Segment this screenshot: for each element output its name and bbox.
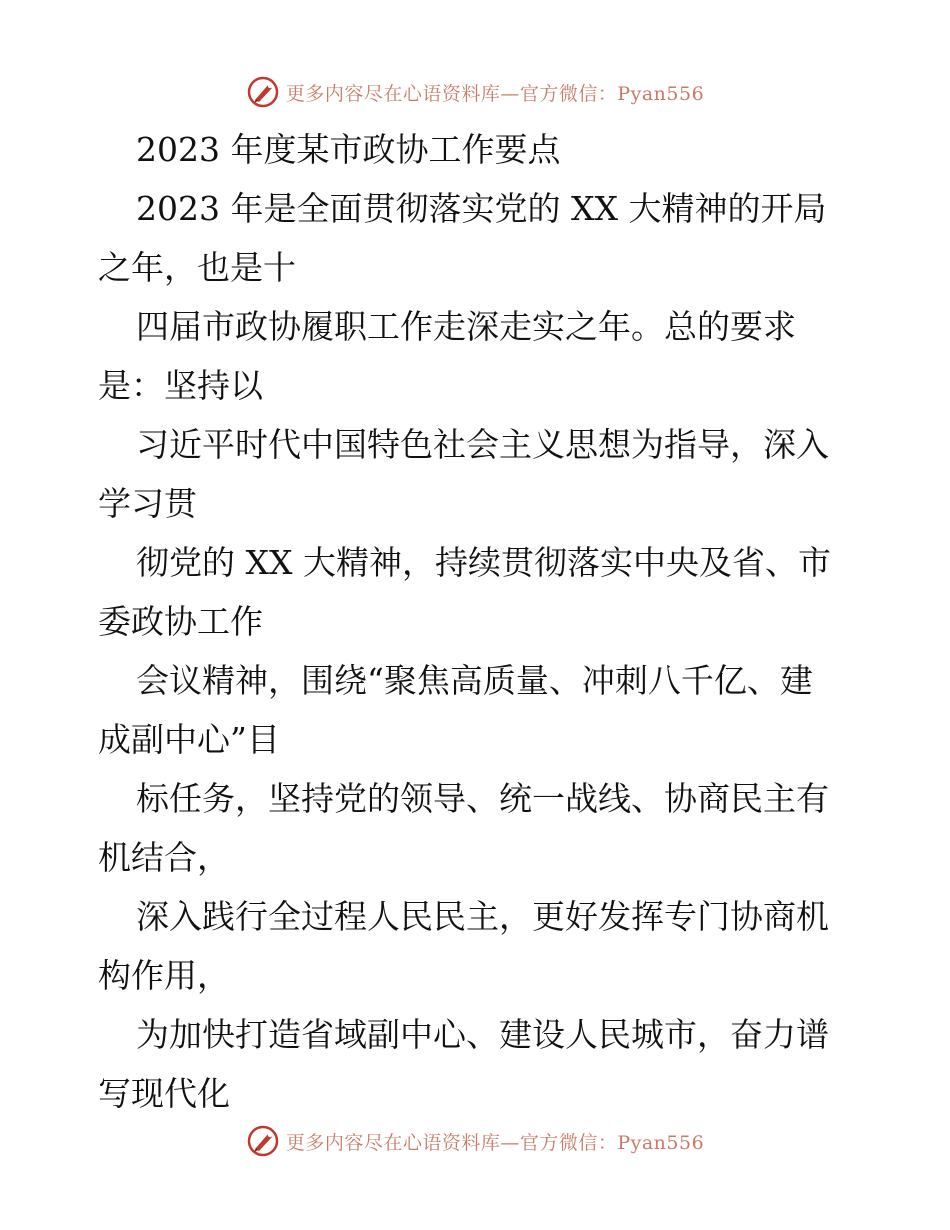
paragraph-line: 会议精神，围绕“聚焦高质量、冲刺八千亿、建 <box>136 661 813 700</box>
document-body <box>98 120 858 1123</box>
paragraph-line: 成副中心”目 <box>98 720 280 759</box>
paragraph-line: 写现代化 <box>98 1074 230 1113</box>
paragraph-line: 是：坚持以 <box>98 366 263 405</box>
pen-nib-logo-icon <box>246 75 280 109</box>
watermark-footer <box>0 1119 950 1163</box>
paragraph-line: 四届市政协履职工作走深走实之年。总的要求 <box>136 307 796 346</box>
paragraph-line: 学习贯 <box>98 484 197 523</box>
paragraph-line: 深入践行全过程人民民主，更好发挥专门协商机 <box>136 897 829 936</box>
paragraph-line: 标任务，坚持党的领导、统一战线、协商民主有 <box>136 779 829 818</box>
watermark-header <box>0 70 950 114</box>
watermark-text: 更多内容尽在心语资料库—官方微信：Pyan556 <box>285 82 705 105</box>
pen-nib-logo-icon <box>246 1124 280 1158</box>
paragraph-line: 习近平时代中国特色社会主义思想为指导，深入 <box>136 425 829 464</box>
paragraph-line: 机结合， <box>98 838 230 877</box>
paragraph-line: 彻党的 XX 大精神，持续贯彻落实中央及省、市 <box>136 543 831 582</box>
document-title: 2023 年度某市政协工作要点 <box>136 130 561 169</box>
paragraph-line: 之年，也是十 <box>98 248 296 287</box>
paragraph-line: 委政协工作 <box>98 602 263 641</box>
paragraph-line: 2023 年是全面贯彻落实党的 XX 大精神的开局 <box>136 189 827 228</box>
paragraph-line: 为加快打造省域副中心、建设人民城市，奋力谱 <box>136 1015 829 1054</box>
paragraph-line: 构作用， <box>98 956 230 995</box>
watermark-text: 更多内容尽在心语资料库—官方微信：Pyan556 <box>285 1131 705 1154</box>
